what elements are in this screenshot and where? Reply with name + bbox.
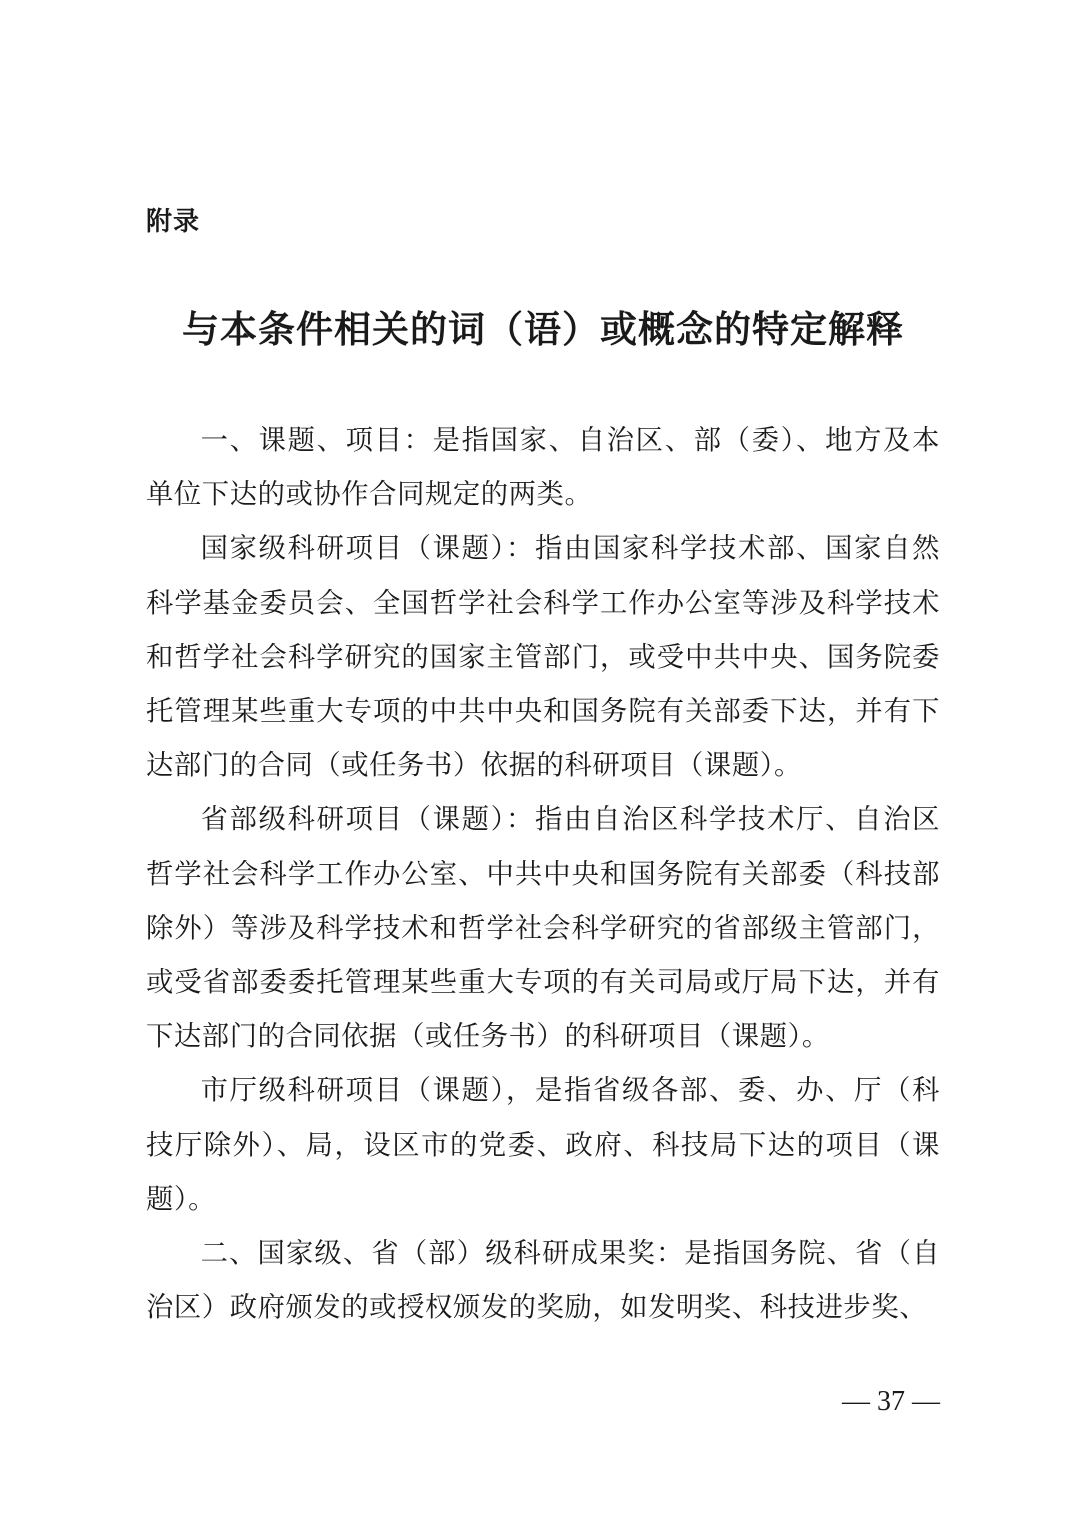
document-title: 与本条件相关的词（语）或概念的特定解释: [182, 308, 904, 351]
paragraph-2: 国家级科研项目（课题）：指由国家科学技术部、国家自然科学基金委员会、全国哲学社会科学工作办公室等涉及科学技术和哲学社会科学研究的国家主管部门，或受中共中央、国务院委托管理某些重大专项的中共中央和国务院有关部委下达，并有下达部门的合同（或任务书）依据的科研项目（课题）。: [146, 533, 940, 782]
appendix-label: 附录: [146, 207, 201, 237]
page-number: — 37 —: [842, 1386, 940, 1417]
paragraph-1: 一、课题、项目：是指国家、自治区、部（委）、地方及本单位下达的或协作合同规定的两类。: [146, 425, 940, 511]
paragraph-4: 市厅级科研项目（课题），是指省级各部、委、办、厅（科技厅除外）、局，设区市的党委、政府、科技局下达的项目（课题）。: [146, 1075, 940, 1215]
paragraph-5: 二、国家级、省（部）级科研成果奖：是指国务院、省（自治区）政府颁发的或授权颁发的奖励，如发明奖、科技进步奖、: [146, 1238, 940, 1324]
body-text: [146, 414, 940, 1335]
paragraph-3: 省部级科研项目（课题）：指由自治区科学技术厅、自治区哲学社会科学工作办公室、中共中央和国务院有关部委（科技部除外）等涉及科学技术和哲学社会科学研究的省部级主管部门，或受省部委委托管理某些重大专项的有关司局或厅局下达，并有下达部门的合同依据（或任务书）的科研项目（课题）。: [146, 804, 940, 1053]
